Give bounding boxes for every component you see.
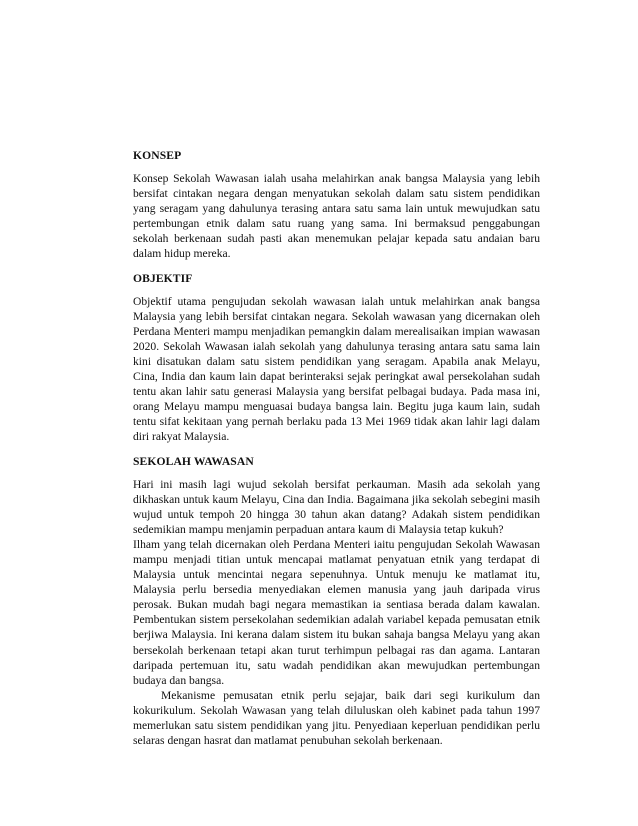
paragraph-konsep: Konsep Sekolah Wawasan ialah usaha melahirkan anak bangsa Malaysia yang lebih bersifat cintakan negara dengan menyatukan sekolah dalam satu sistem pendidikan yang seragam yang dahulunya terasing antara satu sama lain untuk mewujudkan satu pertembungan etnik dalam satu ruang yang sama. Ini bermaksud penggabungan sekolah berkenaan sudah pasti akan menemukan pelajar kepada satu andaian baru dalam hidup mereka. xyxy=(133,172,540,261)
section-sekolah-wawasan xyxy=(133,454,540,749)
section-objektif xyxy=(133,271,540,445)
paragraph-objektif: Objektif utama pengujudan sekolah wawasan ialah untuk melahirkan anak bangsa Malaysia yang lebih bersifat cintakan negara. Sekolah wawasan yang dicernakan oleh Perdana Menteri mampu menjadikan pemangkin dalam merealisaikan impian wawasan 2020. Sekolah Wawasan ialah sekolah yang dahulunya terasing antara satu sama lain kini disatukan dalam satu sistem pendidikan yang seragam. Apabila anak Melayu, Cina, India dan kaum lain dapat berinteraksi sejak peringkat awal persekolahan sudah tentu akan lahir satu generasi Malaysia yang bersifat pelbagai budaya. Pada masa ini, orang Melayu mampu menguasai budaya bangsa lain. Begitu juga kaum lain, sudah tentu sifat kekitaan yang pernah berlaku pada 13 Mei 1969 tidak akan lahir lagi dalam diri rakyat Malaysia. xyxy=(133,294,540,444)
document-body xyxy=(133,148,540,757)
heading-objektif: OBJEKTIF xyxy=(133,271,193,285)
section-konsep xyxy=(133,148,540,262)
heading-sekolah-wawasan: SEKOLAH WAWASAN xyxy=(133,454,254,468)
heading-konsep: KONSEP xyxy=(133,149,182,162)
paragraph-sekolah-wawasan-2: Ilham yang telah dicernakan oleh Perdana Menteri iaitu pengujudan Sekolah Wawasan mampu menjadi titian untuk mencapai matlamat penyatuan etnik yang terdapat di Malaysia untuk mencintai negara sepenuhnya. Untuk menuju ke matlamat itu, Malaysia perlu bersedia menyediakan elemen manusia yang jauh daripada virus perosak. Bukan mudah bagi negara memastikan ia sentiasa berada dalam kawalan. Pembentukan sistem persekolahan sedemikian adalah variabel kepada pemusatan etnik berjiwa Malaysia. Ini kerana dalam sistem itu bukan sahaja bangsa Melayu yang akan bersekolah berkenaan tetapi akan turut terhimpun pelbagai ras dan agama. Lantaran daripada pertemuan itu, satu wadah pendidikan akan mewujudkan pertembungan budaya dan bangsa. xyxy=(133,537,540,687)
paragraph-sekolah-wawasan-1: Hari ini masih lagi wujud sekolah bersifat perkauman. Masih ada sekolah yang dikhaskan untuk kaum Melayu, Cina dan India. Bagaimana jika sekolah sebegini masih wujud untuk tempoh 20 hingga 30 tahun akan datang? Adakah sistem pendidikan sedemikian mampu menjamin perpaduan antara kaum di Malaysia tetap kukuh? xyxy=(133,477,540,536)
paragraph-sekolah-wawasan-3: Mekanisme pemusatan etnik perlu sejajar, baik dari segi kurikulum dan kokurikulum. Sekolah Wawasan yang telah diluluskan oleh kabinet pada tahun 1997 memerlukan satu sistem pendidikan yang jitu. Penyediaan keperluan pendidikan perlu selaras dengan hasrat dan matlamat penubuhan sekolah berkenaan. xyxy=(133,688,540,748)
